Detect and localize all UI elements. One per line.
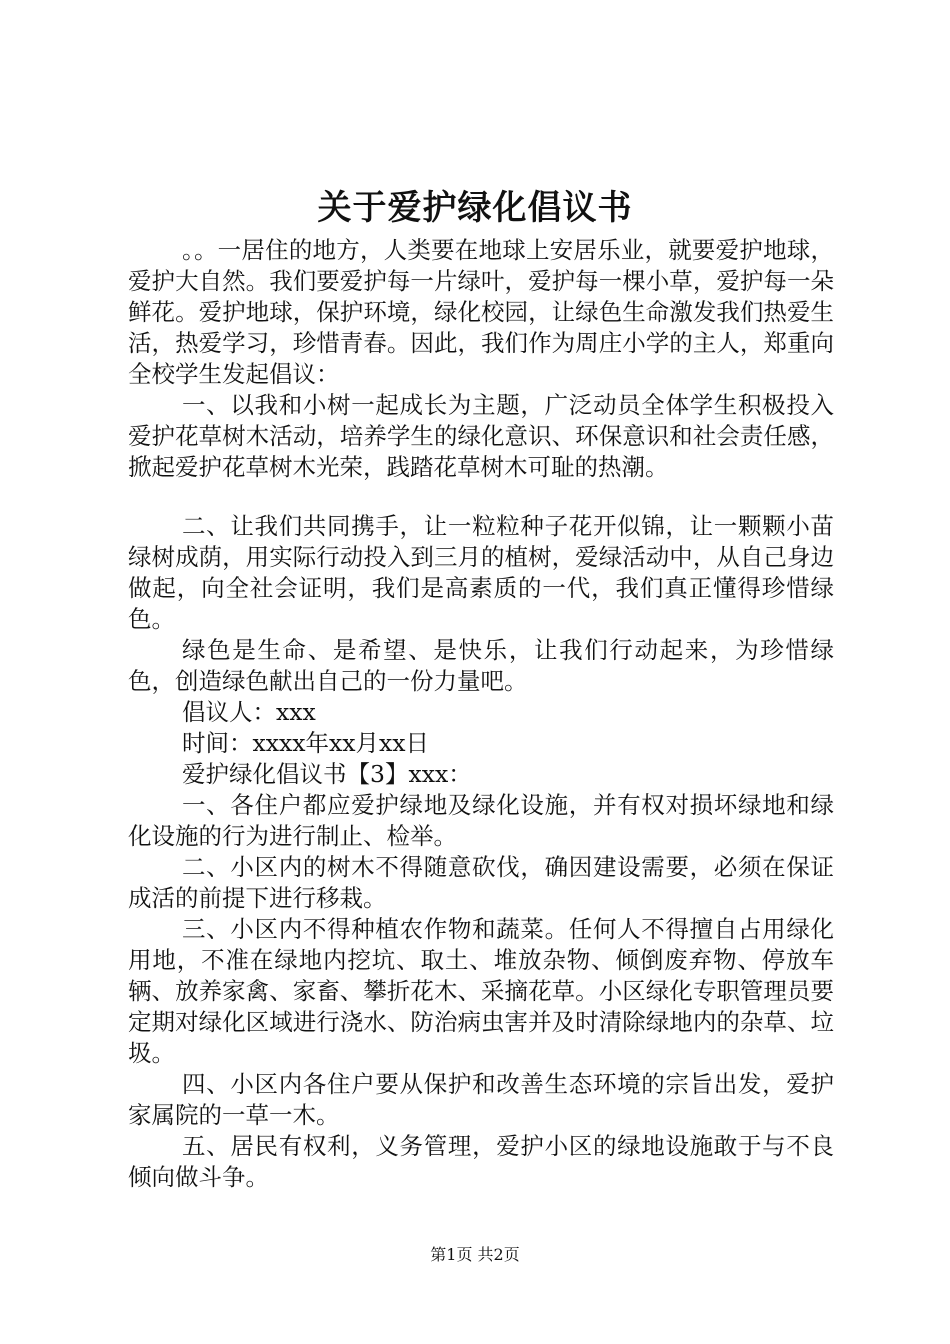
closing-paragraph: 绿色是生命、是希望、是快乐，让我们行动起来，为珍惜绿色，创造绿色献出自己的一份力量吧。 — [128, 636, 834, 695]
intro-paragraph: 。。一居住的地方，人类要在地球上安居乐业，就要爱护地球，爱护大自然。我们要爱护每一片绿叶，爱护每一棵小草，爱护每一朵鲜花。爱护地球，保护环境，绿化校园，让绿色生命激发我们热爱生活，热爱学习，珍惜青春。因此，我们作为周庄小学的主人，郑重向全校学生发起倡议： — [128, 236, 834, 388]
rule-item-5: 五、居民有权利，义务管理，爱护小区的绿地设施敢于与不良倾向做斗争。 — [128, 1132, 834, 1191]
page-number-footer: 第1页 共2页 — [430, 1245, 520, 1264]
rule-item-1: 一、各住户都应爱护绿地及绿化设施，并有权对损坏绿地和绿化设施的行为进行制止、检举。 — [128, 791, 834, 850]
rule-item-2: 二、小区内的树木不得随意砍伐，确因建设需要，必须在保证成活的前提下进行移栽。 — [128, 853, 834, 912]
rule-item-4: 四、小区内各住户要从保护和改善生态环境的宗旨出发，爱护家属院的一草一木。 — [128, 1070, 834, 1129]
section-heading: 爱护绿化倡议书【3】xxx： — [182, 760, 472, 788]
document-title: 关于爱护绿化倡议书 — [317, 188, 633, 228]
document-body — [128, 235, 834, 1193]
proposal-item-2: 二、让我们共同携手，让一粒粒种子花开似锦，让一颗颗小苗绿树成荫，用实际行动投入到三月的植树，爱绿活动中，从自己身边做起，向全社会证明，我们是高素质的一代，我们真正懂得珍惜绿色。 — [128, 512, 834, 633]
date-line: 时间：xxxx年xx月xx日 — [182, 729, 430, 757]
rule-item-3: 三、小区内不得种植农作物和蔬菜。任何人不得擅自占用绿化用地，不准在绿地内挖坑、取土、堆放杂物、倾倒废弃物、停放车辆、放养家禽、家畜、攀折花木、采摘花草。小区绿化专职管理员要定期对绿化区域进行浇水、防治病虫害并及时清除绿地内的杂草、垃圾。 — [128, 915, 834, 1067]
proposal-item-1: 一、以我和小树一起成长为主题，广泛动员全体学生积极投入爱护花草树木活动，培养学生的绿化意识、环保意识和社会责任感，掀起爱护花草树木光荣，践踏花草树木可耻的热潮。 — [128, 391, 834, 481]
proposer-line: 倡议人：xxx — [182, 698, 316, 726]
